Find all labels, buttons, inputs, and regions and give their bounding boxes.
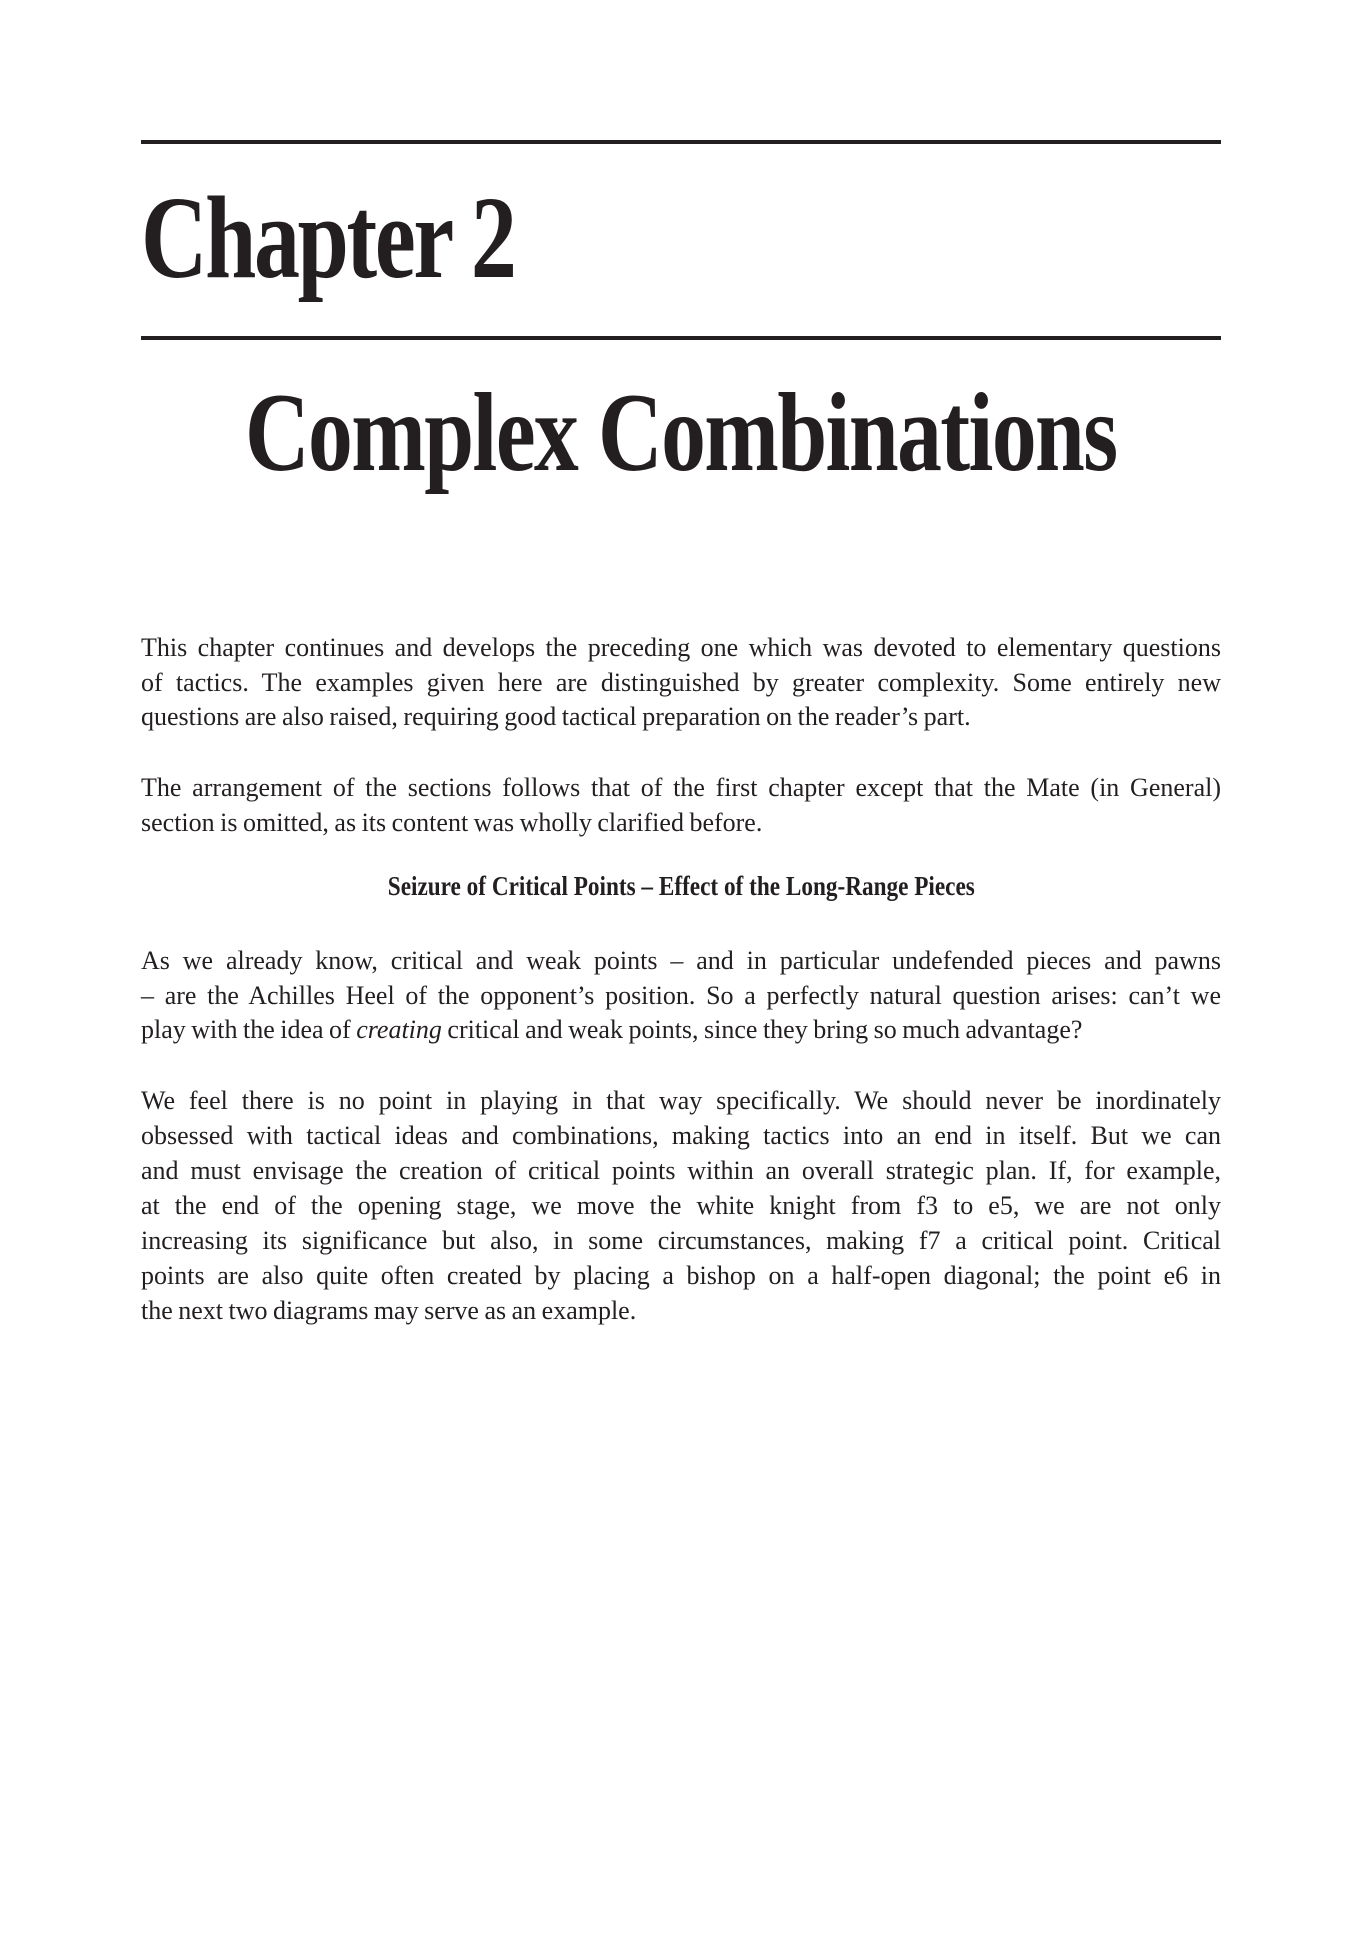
paragraph-line: and must envisage the creation of critical points within an overall strategic plan. If, for example,	[141, 1156, 1221, 1185]
paragraph-line: obsessed with tactical ideas and combinations, making tactics into an end in itself. But we can	[141, 1121, 1221, 1150]
section-heading-text: Seizure of Critical Points – Effect of the Long-Range Pieces	[387, 871, 975, 901]
paragraph-line: points are also quite often created by placing a bishop on a half-open diagonal; the point e6 in	[141, 1261, 1221, 1290]
section-paragraph-2	[141, 1083, 1221, 1328]
paragraph-line: As we already know, critical and weak points – and in particular undefended pieces and pawns	[141, 946, 1221, 975]
paragraph-line: of tactics. The examples given here are distinguished by greater complexity. Some entirely new	[141, 667, 1221, 697]
paragraph-line: increasing its significance but also, in some circumstances, making f7 a critical point. Critical	[141, 1226, 1221, 1255]
paragraph-line: section is omitted, as its content was wholly clarified before.	[141, 807, 763, 837]
intro-paragraph-2	[141, 771, 1221, 840]
section-heading	[0, 868, 1362, 904]
chapter-title	[0, 368, 1362, 498]
chapter-title-text: Complex Combinations	[245, 371, 1117, 495]
intro-paragraph-1	[141, 631, 1221, 735]
paragraph-line: This chapter continues and develops the preceding one which was devoted to elementary questions	[141, 633, 1221, 662]
chapter-bottom-rule	[141, 336, 1221, 340]
paragraph-line: the next two diagrams may serve as an example.	[141, 1296, 637, 1325]
emphasized-word: creating	[356, 1015, 442, 1044]
paragraph-line: questions are also raised, requiring good tactical preparation on the reader’s part.	[141, 702, 971, 731]
chapter-number: Chapter 2	[141, 172, 515, 303]
paragraph-line: play with the idea of creating critical and weak points, since they bring so much advantage?	[141, 1015, 1083, 1044]
paragraph-line: – are the Achilles Heel of the opponent’s position. So a perfectly natural question arises: can’t we	[141, 980, 1221, 1010]
chapter-top-rule	[141, 140, 1221, 144]
paragraph-line: at the end of the opening stage, we move the white knight from f3 to e5, we are not only	[141, 1191, 1221, 1220]
paragraph-line: We feel there is no point in playing in that way specifically. We should never be inordinately	[141, 1086, 1221, 1115]
section-paragraph-1	[141, 944, 1221, 1048]
paragraph-line: The arrangement of the sections follows that of the first chapter except that the Mate (in General)	[141, 773, 1221, 802]
